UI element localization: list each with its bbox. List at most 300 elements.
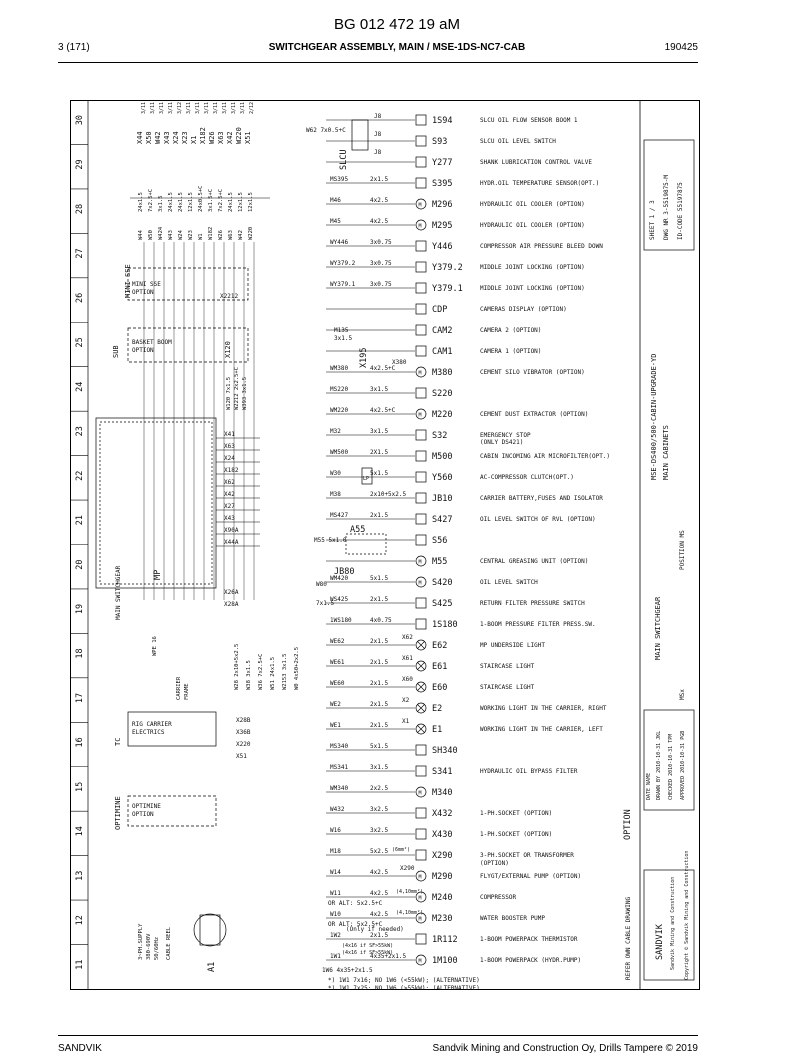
mp-terminal: X41 bbox=[224, 431, 235, 438]
device-description: CEMENT SILO VIBRATOR (OPTION) bbox=[480, 369, 585, 376]
grid-number: 14 bbox=[75, 826, 85, 837]
device-id: CDP bbox=[432, 305, 448, 315]
device-description: HYDRAULIC OIL COOLER (OPTION) bbox=[480, 201, 585, 208]
device-description: CENTRAL GREASING UNIT (OPTION) bbox=[480, 558, 589, 565]
x120-label: X120 bbox=[224, 341, 232, 358]
row-cable-name: WE62 bbox=[330, 638, 345, 645]
grid-number: 27 bbox=[75, 248, 85, 259]
device-box bbox=[416, 472, 426, 482]
device-box bbox=[416, 766, 426, 776]
connector-sheet-ref: 3/11 bbox=[231, 101, 237, 114]
motor-symbol-text: M bbox=[418, 874, 422, 881]
device-id: X290 bbox=[432, 851, 453, 861]
motor-symbol-text: M bbox=[418, 559, 422, 566]
device-box bbox=[416, 535, 426, 545]
device-box bbox=[416, 346, 426, 356]
cable-name: W182 bbox=[208, 226, 214, 240]
w80-label: W80 bbox=[316, 581, 327, 588]
alt-size-2: (4,10mm²) bbox=[396, 910, 424, 916]
row-cable-name: WY446 bbox=[330, 239, 349, 246]
connector-sheet-ref: 2/12 bbox=[249, 101, 255, 114]
connector-label: X43 bbox=[163, 131, 171, 144]
connector-label: W26 bbox=[208, 131, 216, 144]
cable-size: 12x1.5 bbox=[248, 192, 254, 212]
wire-1w6: 1W6 4x35+2x1.5 bbox=[322, 967, 373, 974]
row-cable-name: MS220 bbox=[330, 386, 349, 393]
a1-label: A1 bbox=[207, 961, 217, 972]
device-description: 1-BOOM POWERPACK THERMISTOR bbox=[480, 936, 578, 943]
device-id: S341 bbox=[432, 767, 453, 777]
if-needed-note: (Only if needed) bbox=[346, 926, 404, 933]
device-description: 1-BOOM PRESSURE FILTER PRESS.SW. bbox=[480, 621, 596, 628]
device-id: Y379.1 bbox=[432, 284, 463, 294]
motor-symbol-text: M bbox=[418, 958, 422, 965]
device-description: HYDRAULIC OIL COOLER (OPTION) bbox=[480, 222, 585, 229]
device-id: Y379.2 bbox=[432, 263, 463, 273]
row-cable-name: 1W2 bbox=[330, 932, 341, 939]
jb80-label: JB80 bbox=[334, 567, 355, 577]
row-cable-size: 2x2.5 bbox=[370, 785, 389, 792]
device-description: SLCU OIL FLOW SENSOR BOOM 1 bbox=[480, 117, 578, 124]
row-cable-size: 5x2.5 bbox=[370, 848, 389, 855]
mp-terminal: X43 bbox=[224, 515, 235, 522]
row-cable-size: 2x1.5 bbox=[370, 932, 389, 939]
drawn-by: DRAWN BY 2010-10-31 JKL bbox=[656, 730, 662, 800]
tc-terminal: X51 bbox=[236, 753, 247, 760]
row-cable-name: WM500 bbox=[330, 449, 349, 456]
cable-name: W424 bbox=[158, 226, 164, 240]
sub-title: SUB bbox=[112, 345, 120, 358]
device-id: S220 bbox=[432, 389, 453, 399]
header-rule bbox=[58, 62, 698, 63]
row-cable-name: WE61 bbox=[330, 659, 345, 666]
row-cable-name: 1W1 bbox=[330, 953, 341, 960]
device-description: COMPRESSOR AIR PRESSURE BLEED DOWN bbox=[480, 243, 603, 250]
cable-size: 24x1.5 bbox=[168, 192, 174, 212]
connector-sheet-ref: 3/11 bbox=[240, 101, 246, 114]
device-description: MIDDLE JOINT LOCKING (OPTION) bbox=[480, 285, 585, 292]
optimine-option: OPTION bbox=[132, 811, 154, 818]
row-cable-name: W14 bbox=[330, 869, 341, 876]
tc-terminal: X28B bbox=[236, 717, 251, 724]
row-cable-name: WM420 bbox=[330, 575, 349, 582]
brand-subtitle: Sandvik Mining and Construction bbox=[670, 876, 676, 970]
device-description: AC-COMPRESSOR CLUTCH(OPT.) bbox=[480, 474, 574, 481]
row-cable-name: M32 bbox=[330, 428, 341, 435]
row-cable-size: 3x1.5 bbox=[370, 764, 389, 771]
rig-carrier-label: RIG CARRIER bbox=[132, 721, 172, 728]
row-cable-size: 2x1.5 bbox=[370, 722, 389, 729]
device-description: HYDRAULIC OIL BYPASS FILTER bbox=[480, 768, 578, 775]
device-id: 1S180 bbox=[432, 620, 458, 630]
mp-terminal: X44A bbox=[224, 539, 239, 546]
row-cable-size: 4x2.5 bbox=[370, 911, 389, 918]
row-cable-name: WS425 bbox=[330, 596, 349, 603]
device-description: 1-PH.SOCKET (OPTION) bbox=[480, 810, 553, 817]
grid-number: 25 bbox=[75, 337, 85, 348]
mini-sse-option: OPTION bbox=[132, 289, 154, 296]
cable-size: 3x1.5 bbox=[158, 195, 164, 212]
alt-size-1: (4,10mm²) bbox=[396, 889, 424, 895]
terminal-x2: X2 bbox=[402, 697, 410, 704]
schematic-drawing bbox=[70, 100, 700, 990]
grid-number: 18 bbox=[75, 648, 85, 659]
id-code: ID-CODE 55197875 bbox=[677, 182, 684, 240]
x2212-label: X2212 bbox=[220, 293, 239, 300]
m135-cable-size: 3x1.5 bbox=[334, 335, 353, 342]
device-box bbox=[416, 262, 426, 272]
section-title: SWITCHGEAR ASSEMBLY, MAIN / MSE-1DS-NC7-CAB bbox=[268, 42, 526, 53]
device-box bbox=[416, 829, 426, 839]
row-cable-size: 5x1.5 bbox=[370, 743, 389, 750]
mm2-note: (6mm²) bbox=[392, 847, 411, 853]
cable-name: W23 bbox=[188, 230, 194, 240]
connector-label: X50 bbox=[145, 131, 153, 144]
lp-label: LP bbox=[363, 476, 370, 482]
row-cable-name: W16 bbox=[330, 827, 341, 834]
checked-by: CHECKED 2010-10-31 TPM bbox=[668, 733, 674, 800]
device-box bbox=[416, 178, 426, 188]
terminal-x1: X1 bbox=[402, 718, 410, 725]
footnote-2: *) 1W1 7x25; NO 1W6 (>55kW); (ALTERNATIVE) bbox=[328, 985, 480, 990]
row-cable-size: 4x2.5 bbox=[370, 869, 389, 876]
connector-label: X42 bbox=[226, 131, 234, 144]
cable-label: W38 3x1.5 bbox=[246, 660, 252, 690]
cable-name: W220 bbox=[248, 226, 254, 240]
schematic-sheet bbox=[70, 100, 700, 990]
cable-size: 24x1.5 bbox=[178, 192, 184, 212]
option-note: (OPTION) bbox=[480, 860, 509, 867]
connector-sheet-ref: 3/11 bbox=[213, 101, 219, 114]
device-id: JB10 bbox=[432, 494, 453, 504]
basket-boom-label: BASKET BOOM bbox=[132, 339, 172, 346]
row-cable-size: 4x0.75 bbox=[370, 617, 392, 624]
device-description: CAMERA 1 (OPTION) bbox=[480, 348, 542, 355]
slcu-cable-label: W62 7x0.5+C bbox=[306, 127, 346, 134]
device-description: EMERGENCY STOP bbox=[480, 432, 531, 439]
device-description: MIDDLE JOINT LOCKING (OPTION) bbox=[480, 264, 585, 271]
device-box bbox=[416, 115, 426, 125]
mp-terminal: X90A bbox=[224, 527, 239, 534]
row-cable-name: WY379.1 bbox=[330, 281, 356, 288]
msx-label: MSx bbox=[679, 689, 686, 700]
terminal-x62: X62 bbox=[402, 634, 413, 641]
device-description: SLCU OIL LEVEL SWITCH bbox=[480, 138, 556, 145]
cable-label: W120 7x1.5 bbox=[226, 376, 232, 410]
device-id: E61 bbox=[432, 662, 448, 672]
footer-copyright: Sandvik Mining and Construction Oy, Drills Tampere © 2019 bbox=[432, 1043, 698, 1054]
device-id: CAM2 bbox=[432, 326, 453, 336]
motor-symbol-text: M bbox=[418, 223, 422, 230]
device-id: Y277 bbox=[432, 158, 453, 168]
device-id: M295 bbox=[432, 221, 453, 231]
device-id: Y446 bbox=[432, 242, 453, 252]
drawing-number: DWG NR 3-5519875-M bbox=[663, 174, 670, 240]
connector-sheet-ref: 3/11 bbox=[150, 101, 156, 114]
device-id: M500 bbox=[432, 452, 453, 462]
connector-sheet-ref: 3/11 bbox=[168, 101, 174, 114]
device-description: HYDR.OIL TEMPERATURE SENSOR(OPT.) bbox=[480, 180, 600, 187]
motor-symbol-text: M bbox=[418, 916, 422, 923]
connector-label: X1 bbox=[190, 135, 198, 144]
row-cable-size: 3x2.5 bbox=[370, 806, 389, 813]
alt-4x16-note: (4x16 if SF>55kW) bbox=[342, 943, 394, 949]
device-id: M240 bbox=[432, 893, 453, 903]
tc-terminal: X220 bbox=[236, 741, 251, 748]
device-id: M290 bbox=[432, 872, 453, 882]
tc-title: TC bbox=[114, 737, 122, 746]
device-id: E62 bbox=[432, 641, 448, 651]
a55-box bbox=[346, 534, 386, 554]
sheet-number: SHEET 1 / 3 bbox=[649, 200, 656, 240]
m55-cable-label: M55 5x1.0 bbox=[314, 537, 347, 544]
device-description: SHANK LUBRICATION CONTROL VALVE bbox=[480, 159, 592, 166]
row-cable-name: WE1 bbox=[330, 722, 341, 729]
device-description: WORKING LIGHT IN THE CARRIER, RIGHT bbox=[480, 705, 607, 712]
grid-number: 16 bbox=[75, 737, 85, 748]
device-box bbox=[416, 388, 426, 398]
device-id: 1S94 bbox=[432, 116, 453, 126]
mp-terminal: X26A bbox=[224, 589, 239, 596]
footer-rule bbox=[58, 1035, 698, 1036]
cable-size: 7x2.5+C bbox=[148, 188, 154, 212]
device-description: MP UNDERSIDE LIGHT bbox=[480, 642, 546, 649]
device-description: OIL LEVEL SWITCH bbox=[480, 579, 538, 586]
grid-number: 23 bbox=[75, 426, 85, 437]
cable-label: W51 24x1.5 bbox=[270, 656, 276, 690]
device-description: STAIRCASE LIGHT bbox=[480, 684, 535, 691]
row-cable-name: 1WS180 bbox=[330, 617, 352, 624]
connector-sheet-ref: 3/11 bbox=[186, 101, 192, 114]
grid-number: 30 bbox=[75, 114, 85, 126]
device-box bbox=[416, 241, 426, 251]
connector-sheet-ref: 3/11 bbox=[195, 101, 201, 114]
approval-header: DATE NAME bbox=[646, 772, 652, 800]
row-cable-name: WM380 bbox=[330, 365, 349, 372]
supply-frequency: 50/60Hz bbox=[154, 936, 160, 960]
device-id: S427 bbox=[432, 515, 453, 525]
device-description: WATER BOOSTER PUMP bbox=[480, 915, 546, 922]
row-cable-name: WE60 bbox=[330, 680, 345, 687]
slcu-jack: J8 bbox=[374, 149, 382, 156]
device-box bbox=[416, 493, 426, 503]
device-description: CAMERA 2 (OPTION) bbox=[480, 327, 542, 334]
connector-label: X51 bbox=[244, 131, 252, 144]
device-id: S420 bbox=[432, 578, 453, 588]
cable-reel-drum bbox=[200, 915, 220, 945]
main-switchgear-label: MAIN SWITCHGEAR bbox=[115, 565, 122, 620]
cable-size: 24x1.5 bbox=[228, 192, 234, 212]
slcu-jack: J8 bbox=[374, 131, 382, 138]
connector-sheet-ref: 3/11 bbox=[222, 101, 228, 114]
device-description: CABIN INCOMING AIR MICROFILTER(OPT.) bbox=[480, 453, 611, 460]
device-id: E2 bbox=[432, 704, 443, 714]
connector-label: X24 bbox=[172, 131, 180, 144]
device-box bbox=[416, 283, 426, 293]
device-description: CAMERAS DISPLAY (OPTION) bbox=[480, 306, 567, 313]
slcu-box bbox=[352, 120, 368, 150]
connector-label: X44 bbox=[136, 131, 144, 144]
device-id: E60 bbox=[432, 683, 448, 693]
mp-terminal: X42 bbox=[224, 491, 235, 498]
device-box bbox=[416, 850, 426, 860]
cable-label: W393 3x1.5 bbox=[242, 376, 248, 410]
row-cable-size: 5x1.5 bbox=[370, 470, 389, 477]
row-cable-name: M38 bbox=[330, 491, 341, 498]
mp-inner-frame bbox=[100, 422, 212, 584]
mp-terminal: X62 bbox=[224, 479, 235, 486]
alt-cable-2: OR ALT: 5x2.5+C bbox=[328, 921, 383, 928]
row-cable-size: 2x1.5 bbox=[370, 176, 389, 183]
cable-size: 7x2.5+C bbox=[218, 188, 224, 212]
row-cable-name: MS427 bbox=[330, 512, 349, 519]
row-cable-size: 3x1.5 bbox=[370, 386, 389, 393]
cable-size: 3x1.5+C bbox=[208, 188, 214, 212]
cable-name: W50 bbox=[148, 230, 154, 240]
device-box bbox=[416, 808, 426, 818]
basket-boom-option: OPTION bbox=[132, 347, 154, 354]
device-id: E1 bbox=[432, 725, 443, 735]
row-cable-name: W10 bbox=[330, 911, 341, 918]
cable-label: W36 7x2.5+C bbox=[258, 653, 264, 690]
row-cable-size: 2x1.5 bbox=[370, 638, 389, 645]
device-id: S395 bbox=[432, 179, 453, 189]
mp-terminal: X28A bbox=[224, 601, 239, 608]
cable-name: W24 bbox=[178, 230, 184, 240]
row-cable-size: 2X1.5 bbox=[370, 449, 389, 456]
x290-terminal: X290 bbox=[400, 865, 415, 872]
row-cable-name: MS340 bbox=[330, 743, 349, 750]
connector-label: X23 bbox=[181, 131, 189, 144]
motor-symbol-text: M bbox=[418, 580, 422, 587]
grid-number: 13 bbox=[75, 870, 85, 881]
device-description: 1-PH.SOCKET (OPTION) bbox=[480, 831, 553, 838]
device-box bbox=[416, 934, 426, 944]
page-number: 3 (171) bbox=[58, 42, 90, 53]
project-subtitle: MAIN CABINETS bbox=[662, 425, 670, 480]
row-cable-size: 2x1.5 bbox=[370, 596, 389, 603]
device-id: CAM1 bbox=[432, 347, 453, 357]
connector-label: X63 bbox=[217, 131, 225, 144]
row-cable-name: M18 bbox=[330, 848, 341, 855]
tc-terminal: X36B bbox=[236, 729, 251, 736]
row-cable-size: 3x1.5 bbox=[370, 428, 389, 435]
device-id: 1R112 bbox=[432, 935, 458, 945]
m135-cable-label: M135 bbox=[334, 327, 349, 334]
grid-number: 24 bbox=[75, 381, 85, 392]
w80-size: 7x1.5 bbox=[316, 600, 335, 607]
row-cable-name: MS341 bbox=[330, 764, 349, 771]
mp-terminal: X27 bbox=[224, 503, 235, 510]
row-cable-size: 2x1.5 bbox=[370, 701, 389, 708]
mini-sse-title: MINI SSE bbox=[124, 264, 132, 298]
supply-voltage: 380-690V bbox=[146, 933, 152, 960]
terminal-x61: X61 bbox=[402, 655, 413, 662]
grid-number: 28 bbox=[75, 203, 85, 215]
cable-label: W0 4x50+2x2.5 bbox=[294, 646, 300, 690]
mp-title: MP bbox=[153, 569, 163, 580]
connector-sheet-ref: 3/11 bbox=[204, 101, 210, 114]
device-box bbox=[416, 598, 426, 608]
connector-sheet-ref: 3/11 bbox=[159, 101, 165, 114]
cable-reel-label: CABLE REEL bbox=[166, 926, 172, 960]
wpe-label: WPE 16 bbox=[152, 636, 158, 656]
supply-label: 3~PH.SUPPLY bbox=[138, 923, 144, 960]
row-cable-size: 4x2.5+C bbox=[370, 365, 396, 372]
mp-enclosure bbox=[96, 418, 216, 588]
cable-size: 24x1.5 bbox=[138, 192, 144, 212]
row-cable-size: 4x35+2x1.5 bbox=[370, 953, 407, 960]
cable-name: W44 bbox=[138, 230, 144, 240]
a55-label: A55 bbox=[350, 525, 366, 535]
grid-number: 12 bbox=[75, 915, 85, 926]
device-box bbox=[416, 745, 426, 755]
row-cable-name: W11 bbox=[330, 890, 341, 897]
row-cable-name: WE2 bbox=[330, 701, 341, 708]
connector-label: W220 bbox=[235, 127, 243, 144]
device-id: S93 bbox=[432, 137, 448, 147]
device-id: Y560 bbox=[432, 473, 453, 483]
mp-terminal: X24 bbox=[224, 455, 235, 462]
grid-number: 17 bbox=[75, 692, 85, 704]
connector-label: X182 bbox=[199, 127, 207, 144]
device-box bbox=[416, 514, 426, 524]
row-cable-size: 2x1.5 bbox=[370, 680, 389, 687]
carrier-frame-label: CARRIER bbox=[176, 676, 182, 700]
slcu-label: SLCU bbox=[339, 149, 349, 170]
grid-number: 26 bbox=[75, 292, 85, 304]
device-box bbox=[416, 136, 426, 146]
device-description: STAIRCASE LIGHT bbox=[480, 663, 535, 670]
device-id: S425 bbox=[432, 599, 453, 609]
row-cable-size: 4x2.5 bbox=[370, 197, 389, 204]
grid-number: 21 bbox=[75, 515, 85, 526]
cable-name: W1 bbox=[198, 233, 204, 240]
device-id: M340 bbox=[432, 788, 453, 798]
x195-label: X195 bbox=[359, 347, 369, 368]
row-cable-size: 4x2.5 bbox=[370, 890, 389, 897]
cable-name: W63 bbox=[228, 230, 234, 240]
rig-carrier-electrics: ELECTRICS bbox=[132, 729, 165, 736]
grid-number: 22 bbox=[75, 470, 85, 481]
device-id: M296 bbox=[432, 200, 453, 210]
option-label: OPTION bbox=[623, 809, 633, 840]
carrier-frame-label: FRAME bbox=[184, 683, 190, 700]
alt-4x16-note: (4x16 if SF>55kW) bbox=[342, 950, 394, 956]
alt-cable-1: OR ALT: 5x2.5+C bbox=[328, 900, 383, 907]
grid-number: 29 bbox=[75, 159, 85, 170]
row-cable-name: M46 bbox=[330, 197, 341, 204]
optimine-title: OPTIMINE bbox=[114, 796, 122, 830]
device-description: OIL LEVEL SWITCH OF RVL (OPTION) bbox=[480, 516, 596, 523]
project-name: MSE-DS400/500-CABIN-UPGRADE-YD bbox=[650, 353, 658, 480]
device-description: CEMENT DUST EXTRACTOR (OPTION) bbox=[480, 411, 589, 418]
mp-terminal: X63 bbox=[224, 443, 235, 450]
device-id: X432 bbox=[432, 809, 453, 819]
connector-sheet-ref: 3/11 bbox=[141, 101, 147, 114]
cable-size: 12x1.5 bbox=[188, 192, 194, 212]
only-ds421-note: (ONLY DS421) bbox=[480, 439, 524, 446]
footer-brand: SANDVIK bbox=[58, 1043, 102, 1054]
optimine-label: OPTIMINE bbox=[132, 803, 161, 810]
device-description: 3-PH.SOCKET OR TRANSFORMER bbox=[480, 852, 574, 859]
device-id: M220 bbox=[432, 410, 453, 420]
device-box bbox=[416, 451, 426, 461]
terminal-x60: X60 bbox=[402, 676, 413, 683]
device-description: RETURN FILTER PRESSURE SWITCH bbox=[480, 600, 585, 607]
sandvik-brand: SANDVIK bbox=[655, 924, 665, 960]
device-id: M55 bbox=[432, 557, 448, 567]
